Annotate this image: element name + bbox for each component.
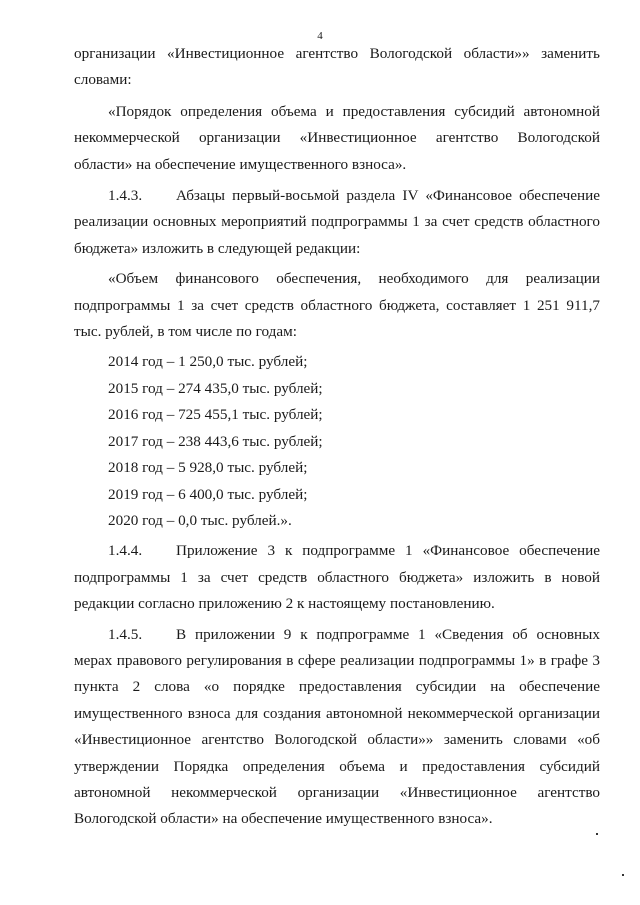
clause-text: Абзацы первый-восьмой раздела IV «Финансовое обеспечение реализации основных мероприятий подпрограммы 1 за счет средств областного бюджета» изложить в следующей редакции: — [74, 187, 600, 257]
scan-speck — [622, 874, 624, 876]
clause-text: В приложении 9 к подпрограмме 1 «Сведения об основных мерах правового регулирования в сфере реализации подпрограммы 1» в графе 3 пункта 2 слова «о порядке предоставления субсидии на обеспечение имущественного взноса для создания автономной некоммерческой организации «Инвестиционное агентство Вологодской области»» заменить словами «об утверждении Порядка определения объема и предоставления субсидий автономной некоммерческой организации «Инвестиционное агентство Вологодской области» на обеспечение имущественного взноса». — [74, 625, 600, 828]
paragraph-funding-volume: «Объем финансового обеспечения, необходимого для реализации подпрограммы 1 за счет средств областного бюджета, составляет 1 251 911,7 тыс. рублей, в том числе по годам: — [74, 270, 600, 341]
page-number: 4 — [317, 30, 323, 42]
funding-year-2017: 2017 год – 238 443,6 тыс. рублей; — [108, 432, 323, 450]
funding-year-2016: 2016 год – 725 455,1 тыс. рублей; — [108, 406, 323, 424]
paragraph-new-title: «Порядок определения объема и предоставления субсидий автономной некоммерческой организации «Инвестиционное агентство Вологодской области» на обеспечение имущественного взноса». — [74, 102, 600, 173]
clause-number: 1.4.3. — [108, 187, 143, 205]
paragraph-1-4-3 — [74, 183, 600, 262]
clause-number: 1.4.5. — [108, 625, 143, 643]
funding-year-2015: 2015 год – 274 435,0 тыс. рублей; — [108, 379, 323, 397]
clause-number: 1.4.4. — [108, 542, 143, 560]
paragraph-1-4-4 — [74, 538, 600, 617]
scan-speck — [596, 833, 598, 835]
funding-year-2018: 2018 год – 5 928,0 тыс. рублей; — [108, 459, 308, 477]
clause-text: Приложение 3 к подпрограмме 1 «Финансовое обеспечение подпрограммы 1 за счет средств областного бюджета» изложить в новой редакции согласно приложению 2 к настоящему постановлению. — [74, 542, 600, 613]
funding-year-2020: 2020 год – 0,0 тыс. рублей.». — [108, 511, 292, 529]
funding-year-2014: 2014 год – 1 250,0 тыс. рублей; — [108, 353, 308, 371]
funding-year-2019: 2019 год – 6 400,0 тыс. рублей; — [108, 485, 308, 503]
paragraph-1-4-5 — [74, 622, 600, 833]
paragraph-continuation: организации «Инвестиционное агентство Вологодской области»» заменить словами: — [74, 45, 600, 89]
document-body — [74, 41, 600, 833]
